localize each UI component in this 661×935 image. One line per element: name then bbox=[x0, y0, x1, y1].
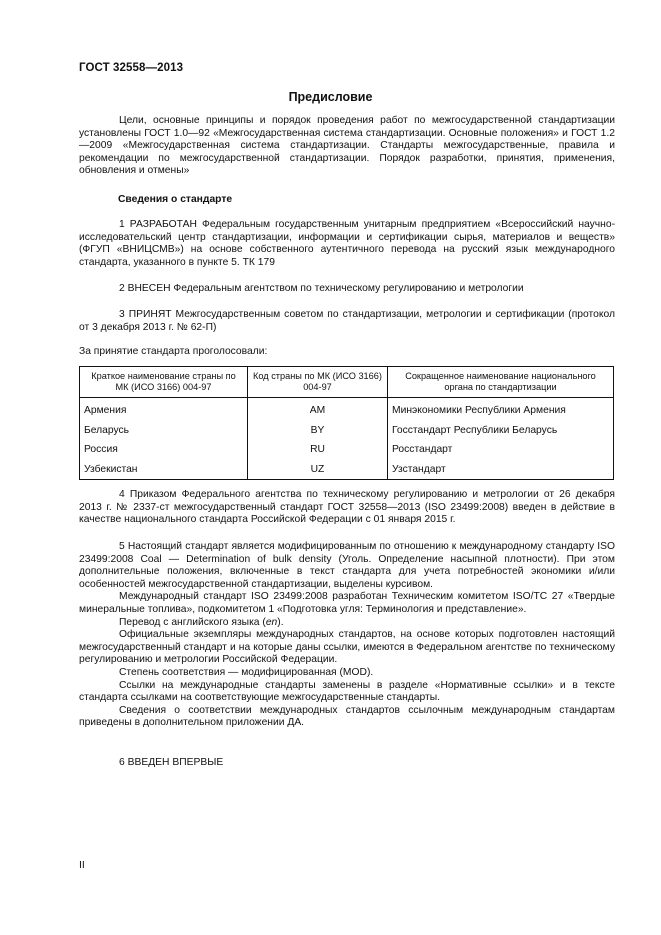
item-5-paragraph-2: Международный стандарт ISO 23499:2008 разработан Техническим комитетом ISO/TC 27 «Твердые минеральные топлива», подкомитетом 1 «Подготовка угля: Терминология и представление». bbox=[79, 591, 615, 615]
column-header-code: Код страны по МК (ИСО 3166) 004-97 bbox=[248, 367, 388, 398]
item-3-paragraph: 3 ПРИНЯТ Межгосударственным советом по стандартизации, метрологии и сертификации (протокол от 3 декабря 2013 г. № 62-П) bbox=[79, 309, 615, 333]
translation-text-end: ). bbox=[277, 616, 284, 628]
table-row bbox=[80, 460, 614, 480]
page-title: Предисловие bbox=[288, 90, 373, 104]
translation-text: Перевод с английского языка ( bbox=[119, 616, 266, 628]
body-cell: Росстандарт bbox=[388, 440, 614, 460]
column-header-body: Сокращенное наименование национального органа по стандартизации bbox=[388, 367, 614, 398]
document-code: ГОСТ 32558—2013 bbox=[79, 62, 184, 74]
country-cell: Узбекистан bbox=[80, 460, 248, 480]
body-cell: Госстандарт Республики Беларусь bbox=[388, 421, 614, 441]
voting-table bbox=[79, 366, 614, 480]
code-cell: AM bbox=[248, 398, 388, 421]
code-cell: BY bbox=[248, 421, 388, 441]
country-cell: Армения bbox=[80, 398, 248, 421]
body-cell: Узстандарт bbox=[388, 460, 614, 480]
item-6-paragraph: 6 ВВЕДЕН ВПЕРВЫЕ bbox=[119, 757, 224, 768]
table-row bbox=[80, 398, 614, 421]
intro-paragraph: Цели, основные принципы и порядок проведения работ по межгосударственной стандартизации установлены ГОСТ 1.0—92 «Межгосударственная система стандартизации. Основные положения» и ГОСТ 1.2—2009 «Межгосударственная система стандартизации. Стандарты межгосударственные, правила и рекомендации по межгосударственной стандартизации. Порядок разработки, принятия, применения, обновления и отмены» bbox=[79, 115, 615, 177]
table-header-row bbox=[80, 367, 614, 398]
item-5-paragraph-6: Ссылки на международные стандарты заменены в разделе «Нормативные ссылки» и в тексте стандарта ссылками на соответствующие межгосударственные стандарты. bbox=[79, 679, 615, 704]
page-number: II bbox=[79, 859, 85, 871]
section-subheading: Сведения о стандарте bbox=[118, 194, 233, 205]
item-5-paragraph-7: Сведения о соответствии международных стандартов ссылочным международным стандартам приведены в дополнительном приложении ДА. bbox=[79, 704, 615, 729]
item-5-paragraph-1: 5 Настоящий стандарт является модифицированным по отношению к международному стандарту ISO 23499:2008 Coal — Determination of bulk density (Уголь. Определение насыпной плотности). При этом дополнительные положения, включенные в текст стандарта для учета потребностей экономики и/или особенностей межгосударственной стандартизации, выделены курсивом. bbox=[79, 541, 615, 590]
country-cell: Беларусь bbox=[80, 421, 248, 441]
column-header-country: Краткое наименование страны по МК (ИСО 3166) 004-97 bbox=[80, 367, 248, 398]
vote-intro: За принятие стандарта проголосовали: bbox=[79, 346, 268, 357]
code-cell: UZ bbox=[248, 460, 388, 480]
item-2-paragraph: 2 ВНЕСЕН Федеральным агентством по техническому регулированию и метрологии bbox=[119, 283, 524, 294]
table-row bbox=[80, 421, 614, 441]
country-cell: Россия bbox=[80, 440, 248, 460]
item-5-translation-note bbox=[79, 617, 615, 630]
table-row bbox=[80, 440, 614, 460]
code-cell: RU bbox=[248, 440, 388, 460]
item-5-paragraph-5: Степень соответствия — модифицированная (MOD). bbox=[119, 666, 374, 678]
item-4-paragraph: 4 Приказом Федерального агентства по техническому регулированию и метрологии от 26 декабря 2013 г. № 2337-ст межгосударственный стандарт ГОСТ 32558—2013 (ISO 23499:2008) введен в действие в качестве национального стандарта Российской Федерации с 01 января 2015 г. bbox=[79, 489, 615, 526]
item-1-paragraph: 1 РАЗРАБОТАН Федеральным государственным унитарным предприятием «Всероссийский научно-исследовательский центр стандартизации, информации и сертификации сырья, материалов и веществ» (ФГУП «ВНИЦСМВ») на основе собственного аутентичного перевода на русский язык международного стандарта, указанного в пункте 5. ТК 179 bbox=[79, 219, 615, 268]
language-code: en bbox=[265, 616, 278, 628]
item-5-block bbox=[79, 541, 615, 730]
item-5-paragraph-4: Официальные экземпляры международных стандартов, на основе которых подготовлен настоящий межгосударственный стандарт и на которые даны ссылки, имеются в Федеральном агентстве по техническому регулированию и метрологии Российской Федерации. bbox=[79, 629, 615, 666]
body-cell: Минэкономики Республики Армения bbox=[388, 398, 614, 421]
